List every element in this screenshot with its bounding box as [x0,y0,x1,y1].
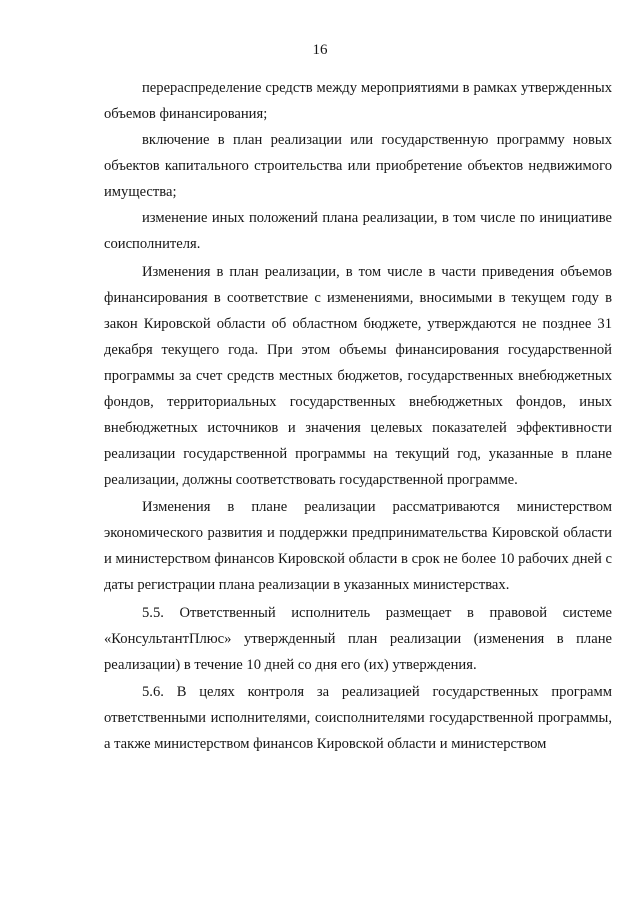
paragraph-other-changes: изменение иных положений плана реализации, в том числе по инициативе соисполнителя. [104,210,612,252]
paragraph-plan-changes: Изменения в план реализации, в том числе в части приведения объемов финансирования в соответствие с изменениями, вносимыми в текущем году в закон Кировской области об областном бюджете, утверждаются не позднее 31 декабря текущего года. При этом объемы финансирования государственной программы за счет средств местных бюджетов, государственных внебюджетных фондов, территориальных государственных внебюджетных фондов, иных внебюджетных источников и значения целевых показателей эффективности реализации государственной программы на текущий год, указанные в плане реализации, должны соответствовать государственной программе. [104,263,612,488]
paragraph-5-5: 5.5. Ответственный исполнитель размещает в правовой системе «КонсультантПлюс» утвержденный план реализации (изменения в плане реализации) в течение 10 дней со дня его (их) утверждения. [104,604,612,673]
page-number: 16 [312,42,328,58]
document-body [104,75,612,757]
paragraph-5-6: 5.6. В целях контроля за реализацией государственных программ ответственными исполнителями, соисполнителями государственной программы, а также министерством финансов Кировской области и министерством [104,684,612,752]
paragraph-review: Изменения в плане реализации рассматриваются министерством экономического развития и поддержки предпринимательства Кировской области и министерством финансов Кировской области в срок не более 10 рабочих дней с даты регистрации плана реализации в указанных министерствах. [104,499,612,593]
paragraph-inclusion: включение в план реализации или государственную программу новых объектов капитального строительства или приобретение объектов недвижимого имущества; [104,132,612,200]
paragraph-redistribution: перераспределение средств между мероприятиями в рамках утвержденных объемов финансирования; [104,80,612,122]
